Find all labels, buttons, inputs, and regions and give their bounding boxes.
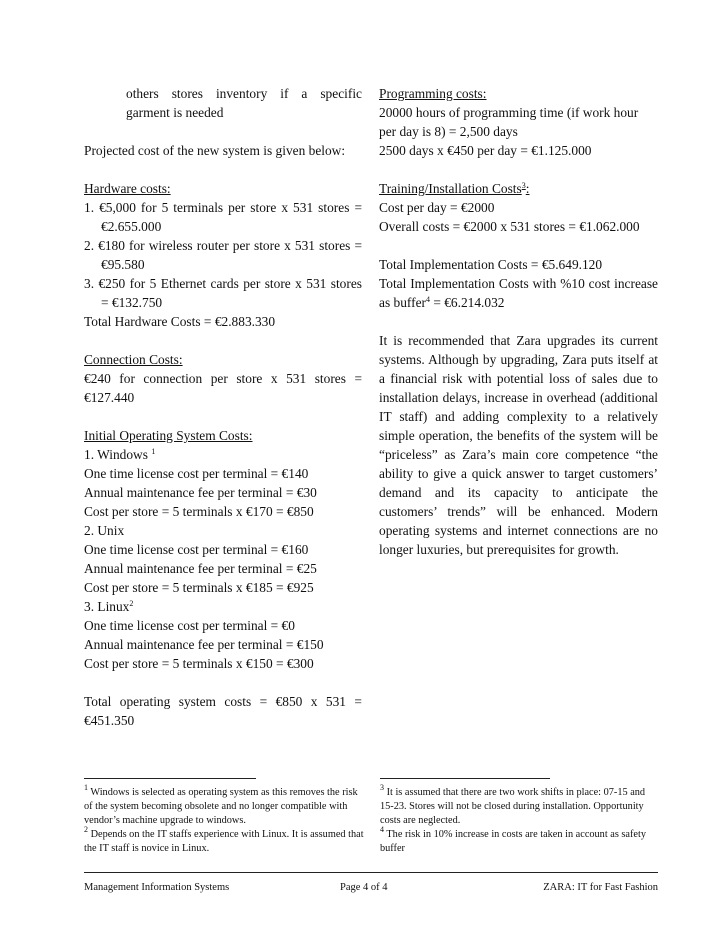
implementation-buffer-text: Total Implementation Costs with %10 cost increase as buffer [379,276,658,310]
footnote-4-text: The risk in 10% increase in costs are taken in account as safety buffer [380,829,647,854]
projected-cost-text: Projected cost of the new system is given below: [84,143,346,158]
footnote-1-text: Windows is selected as operating system as this removes the risk of the system becoming obsolete and no longer compatible with vendor’s machine upgrade to windows. [84,787,358,826]
os-unix-line: Annual maintenance fee per terminal = €25 [84,561,317,576]
footnote-ref-4: 4 [425,295,430,304]
footnote-divider-left [84,778,256,779]
footer-document-title: ZARA: IT for Fast Fashion [543,882,658,893]
programming-line-2: 2500 days x €450 per day = €1.125.000 [379,143,592,158]
os-heading: Initial Operating System Costs: [84,428,253,443]
training-line-1: Cost per day = €2000 [379,200,495,215]
footnote-2-text: Depends on the IT staffs experience with Linux. It is assumed that the IT staff is novice in Linux. [84,829,364,854]
os-windows-title [84,445,362,464]
os-linux-label: 3. Linux [84,599,130,614]
os-linux-title [84,597,362,616]
footnote-ref-2: 2 [129,599,134,608]
footer-course: Management Information Systems [84,882,230,893]
hardware-item-1: 1. €5,000 for 5 terminals per store x 531 stores = €2.655.000 [84,200,362,234]
footnotes-left [84,783,364,856]
footnote-2 [84,825,364,856]
training-heading-label: Training/Installation Costs [379,181,522,196]
footnote-ref-3: 3 [521,181,526,190]
os-linux-line: Cost per store = 5 terminals x €150 = €300 [84,656,314,671]
implementation-buffer-value: = €6.214.032 [429,295,505,310]
hardware-heading: Hardware costs: [84,181,171,196]
implementation-total: Total Implementation Costs = €5.649.120 [379,257,603,272]
footnotes-right [380,783,658,856]
footnote-divider-right [380,778,550,779]
recommendation-paragraph: It is recommended that Zara upgrades its current systems. Although by upgrading, Zara puts itself at a financial risk with potential loss of sales due to installation delays, increase in overhead (additional IT staff) and adding complexity to a relatively simple operation, the benefits of the system will be “priceless” as Zara’s main core competence “the ability to give a quick answer to target customers’ demand and its capacity to anticipate the customers’ trends” will be enhanced. Modern operating systems and internet connections are no longer luxuries, but prerequisites for growth. [379,333,658,557]
os-windows-line: Cost per store = 5 terminals x €170 = €850 [84,504,314,519]
footnote-ref-1: 1 [151,447,156,456]
programming-line-1: 20000 hours of programming time (if work hour per day is 8) = 2,500 days [379,105,639,139]
footnote-3-number: 3 [380,783,384,792]
footnote-3 [380,783,658,828]
hardware-item-2: 2. €180 for wireless router per store x 531 stores = €95.580 [84,238,362,272]
footnote-1-number: 1 [84,783,88,792]
hardware-total: Total Hardware Costs = €2.883.330 [84,314,276,329]
footnote-1 [84,783,364,828]
os-unix-line: Cost per store = 5 terminals x €185 = €925 [84,580,314,595]
footnote-2-number: 2 [84,825,88,834]
left-column [84,84,362,730]
os-total: Total operating system costs = €850 x 531 = €451.350 [84,694,362,728]
right-column [379,84,658,559]
training-heading-colon: : [525,181,530,196]
os-unix-title: 2. Unix [84,523,125,538]
training-line-2: Overall costs = €2000 x 531 stores = €1.062.000 [379,219,640,234]
os-linux-line: One time license cost per terminal = €0 [84,618,295,633]
footnote-4 [380,825,658,856]
connection-text: €240 for connection per store x 531 stores = €127.440 [84,371,362,405]
os-windows-label: 1. Windows [84,447,148,462]
implementation-buffer [379,274,658,312]
os-unix-line: One time license cost per terminal = €160 [84,542,309,557]
footer-divider [84,872,658,873]
programming-heading: Programming costs: [379,86,487,101]
hardware-item-3: 3. €250 for 5 Ethernet cards per store x 531 stores = €132.750 [84,276,362,310]
footnote-4-number: 4 [380,825,384,834]
os-windows-line: One time license cost per terminal = €140 [84,466,309,481]
os-linux-line: Annual maintenance fee per terminal = €150 [84,637,324,652]
connection-heading: Connection Costs: [84,352,183,367]
footer-page-number: Page 4 of 4 [340,882,388,893]
footnote-3-text: It is assumed that there are two work shifts in place: 07-15 and 15-23. Stores will not be closed during installation. Opportunity costs are neglected. [380,787,646,826]
intro-line-2: garment is needed [126,105,224,120]
os-windows-line: Annual maintenance fee per terminal = €30 [84,485,317,500]
intro-line-1: others stores inventory if a specific [126,86,362,101]
training-heading [379,179,658,198]
